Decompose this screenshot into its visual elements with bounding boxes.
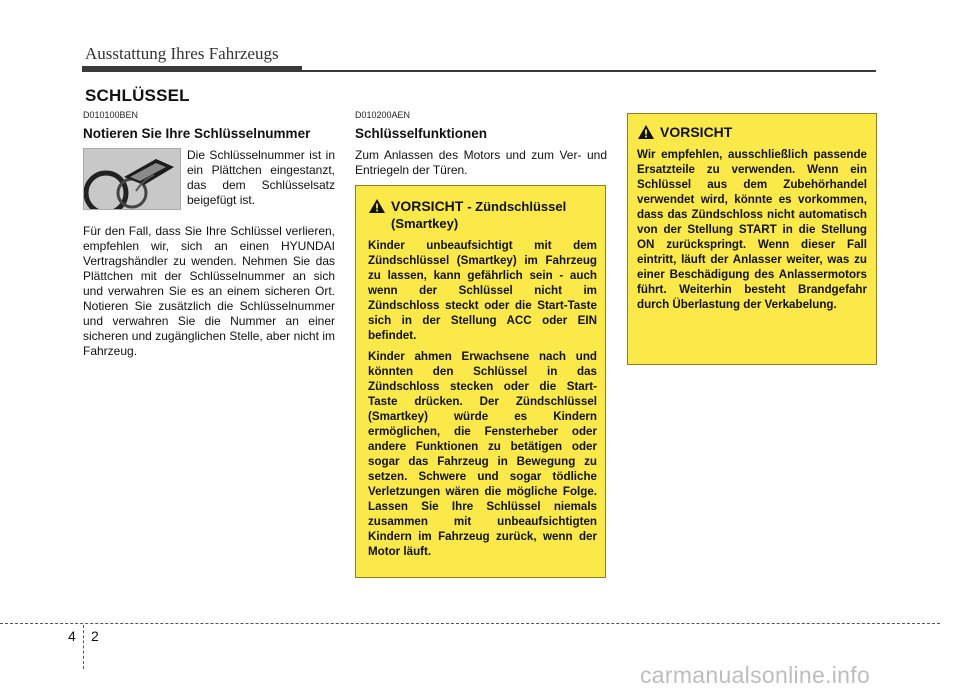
subsection-heading: Schlüsselfunktionen xyxy=(355,126,488,141)
body-text: Für den Fall, dass Sie Ihre Schlüssel verlieren, empfehlen wir, sich an einen HYUNDAI Vertragshändler zu wenden. Nehmen Sie das Plättchen mit der Schlüsselnummer an sich und verwahren Sie es an einem sicheren Ort. Notieren Sie zusätzlich die Schlüsselnummer und verwahren Sie die Nummer an einer sicheren und zugänglichen Stelle, aber nicht im Fahrzeug. xyxy=(83,224,335,358)
caution-title: VORSICHT xyxy=(391,198,464,214)
footer-rule xyxy=(0,623,940,624)
caution-paragraph: Kinder ahmen Erwachsene nach und könnten den Schlüssel in das Zündschloss stecken oder die Start-Taste drücken. Der Zündschlüssel (Smartkey) würde es Kindern ermöglichen, die Fensterheber oder andere Funktionen zu betätigen oder sogar das Fahrzeug in Bewegung zu setzen. Schwere und sogar tödliche Verletzungen wären die mögliche Folge. Lassen Sie Ihre Schlüssel niemals zusammen mit unbeaufsichtigten Kindern im Fahrzeug zurück, wenn der Motor läuft. xyxy=(368,350,597,558)
header-rule-thick xyxy=(82,66,302,72)
header-rule-thin xyxy=(302,70,876,72)
key-caption: Die Schlüsselnummer ist in ein Plättchen eingestanzt, das dem Schlüsselsatz beigefügt ist. xyxy=(187,148,335,207)
page-number: 2 xyxy=(91,628,99,644)
caution-header xyxy=(368,198,597,232)
footer-divider xyxy=(83,625,84,669)
caution-title: VORSICHT xyxy=(660,124,733,140)
caution-paragraph: Wir empfehlen, ausschließlich passende Ersatzteile zu verwenden. Wenn ein Schlüssel aus dem Zubehörhandel verwendet wird, könnte es vorkommen, dass das Zündschloss nicht automatisch von der Stellung START in die Stellung ON zurückspringt. Wenn dieser Fall eintritt, läuft der Anlasser weiter, was zu einer Beschädigung des Anlassermotors führt. Weiterhin besteht Brandgefahr durch Überlastung der Verkabelung. xyxy=(637,148,867,311)
subsection-heading: Notieren Sie Ihre Schlüsselnummer xyxy=(83,126,311,141)
warning-triangle-icon xyxy=(637,124,655,140)
key-tag-photo xyxy=(83,148,181,210)
warning-triangle-icon xyxy=(368,198,386,214)
chapter-number: 4 xyxy=(68,628,76,644)
key-figure xyxy=(83,148,335,220)
page-header-title: Ausstattung Ihres Fahrzeugs xyxy=(85,44,279,63)
caution-box-parts xyxy=(627,113,877,365)
caution-subtitle: - Zündschlüssel (Smartkey) xyxy=(391,199,567,231)
caution-box-smartkey xyxy=(355,185,606,578)
watermark: carmanualsonline.info xyxy=(640,662,871,688)
section-code: D010200AEN xyxy=(355,110,411,120)
caution-paragraph: Kinder unbeaufsichtigt mit dem Zündschlüssel (Smartkey) im Fahrzeug zu lassen, kann gefährlich sein - auch wenn der Schlüssel nicht im Zündschloss steckt oder die Start-Taste sich in der Stellung ACC oder EIN befindet. xyxy=(368,239,597,342)
body-text: Zum Anlassen des Motors und zum Ver- und Entriegeln der Türen. xyxy=(355,148,607,177)
middle-column xyxy=(355,110,607,178)
caution-header xyxy=(637,124,867,141)
section-title: SCHLÜSSEL xyxy=(85,86,190,105)
section-code: D010100BEN xyxy=(83,110,139,120)
left-column xyxy=(83,110,335,359)
